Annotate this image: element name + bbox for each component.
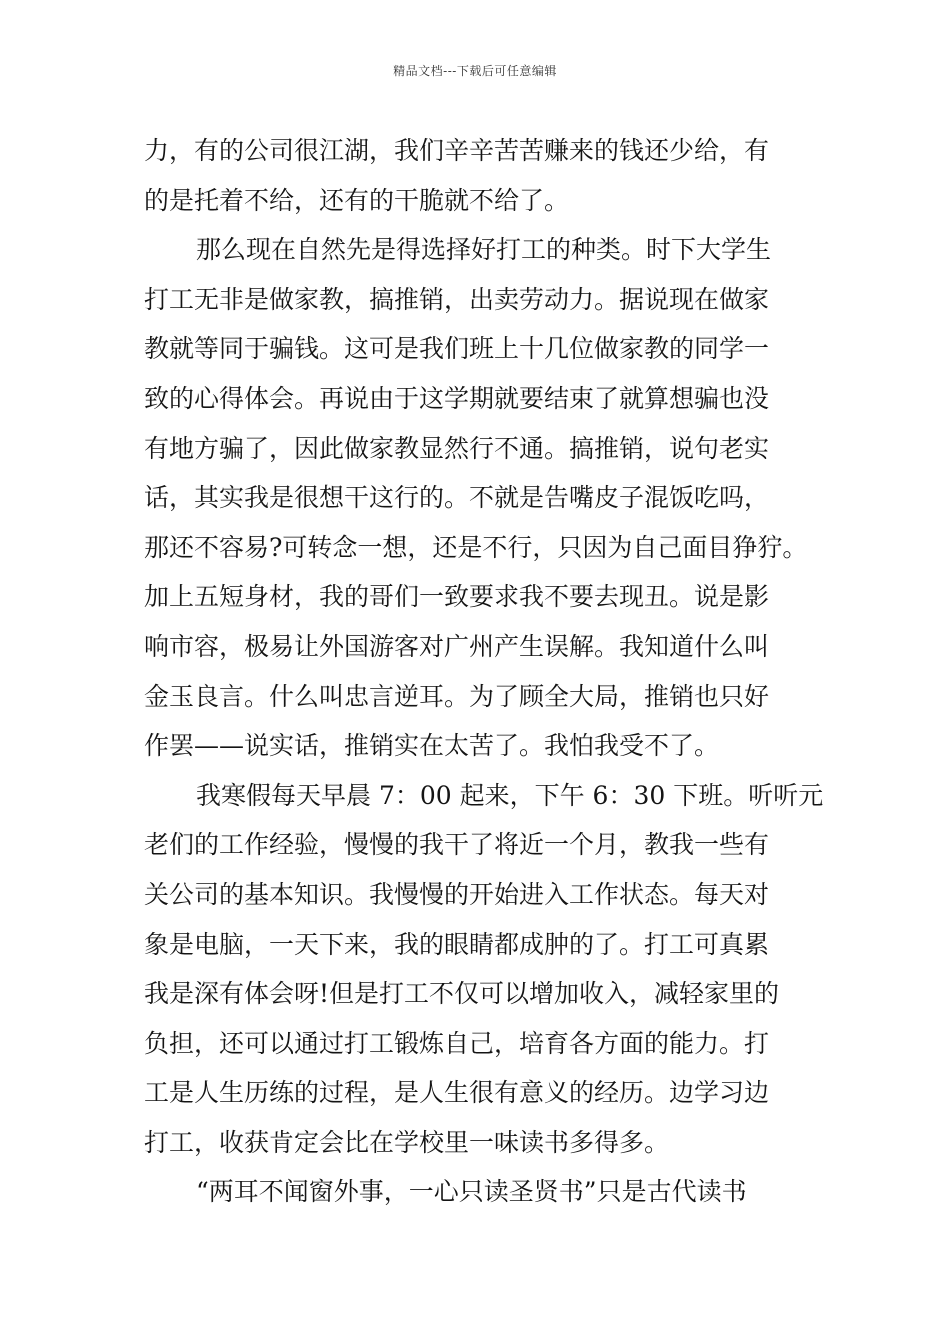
text-line: 我是深有体会呀!但是打工不仅可以增加收入，减轻家里的 xyxy=(144,979,780,1009)
text-line: 打工无非是做家教，搞推销，出卖劳动力。据说现在做家 xyxy=(144,284,770,314)
text-line: 致的心得体会。再说由于这学期就要结束了就算想骗也没 xyxy=(144,383,770,413)
text-line: 的是托着不给，还有的干脆就不给了。 xyxy=(144,185,570,215)
text-line: 力，有的公司很江湖，我们辛辛苦苦赚来的钱还少给，有 xyxy=(144,136,770,165)
text-line: 打工，收获肯定会比在学校里一味读书多得多。 xyxy=(144,1127,670,1157)
text-line: 有地方骗了，因此做家教显然行不通。搞推销，说句老实 xyxy=(144,433,770,463)
text-line: 教就等同于骗钱。这可是我们班上十几位做家教的同学一 xyxy=(144,334,770,364)
text-line: 工是人生历练的过程，是人生很有意义的经历。边学习边 xyxy=(144,1078,770,1108)
text-line: 那么现在自然先是得选择好打工的种类。时下大学生 xyxy=(196,235,772,265)
text-line: 负担，还可以通过打工锻炼自己，培育各方面的能力。打 xyxy=(144,1028,770,1058)
text-line: 话，其实我是很想干这行的。不就是告嘴皮子混饭吃吗， xyxy=(144,483,770,513)
text-line: 加上五短身材，我的哥们一致要求我不要去现丑。说是影 xyxy=(144,582,770,612)
text-line: “两耳不闻窗外事，一心只读圣贤书”只是古代读书 xyxy=(196,1177,747,1207)
text-line: 响市容，极易让外国游客对广州产生误解。我知道什么叫 xyxy=(144,631,770,661)
text-line: 老们的工作经验，慢慢的我干了将近一个月，教我一些有 xyxy=(144,830,770,860)
text-line: 关公司的基本知识。我慢慢的开始进入工作状态。每天对 xyxy=(144,879,770,909)
text-line: 我寒假每天早晨 7：00 起来，下午 6：30 下班。听听元 xyxy=(196,780,824,810)
body-text xyxy=(144,126,824,1217)
text-line: 那还不容易?可转念一想，还是不行，只因为自己面目狰狞。 xyxy=(144,532,808,562)
text-line: 金玉良言。什么叫忠言逆耳。为了顾全大局，推销也只好 xyxy=(144,681,770,711)
text-line: 作罢——说实话，推销实在太苦了。我怕我受不了。 xyxy=(144,731,720,761)
text-line: 象是电脑，一天下来，我的眼睛都成肿的了。打工可真累 xyxy=(144,929,770,959)
page-header: 精品文档---下载后可任意编辑 xyxy=(393,64,557,78)
